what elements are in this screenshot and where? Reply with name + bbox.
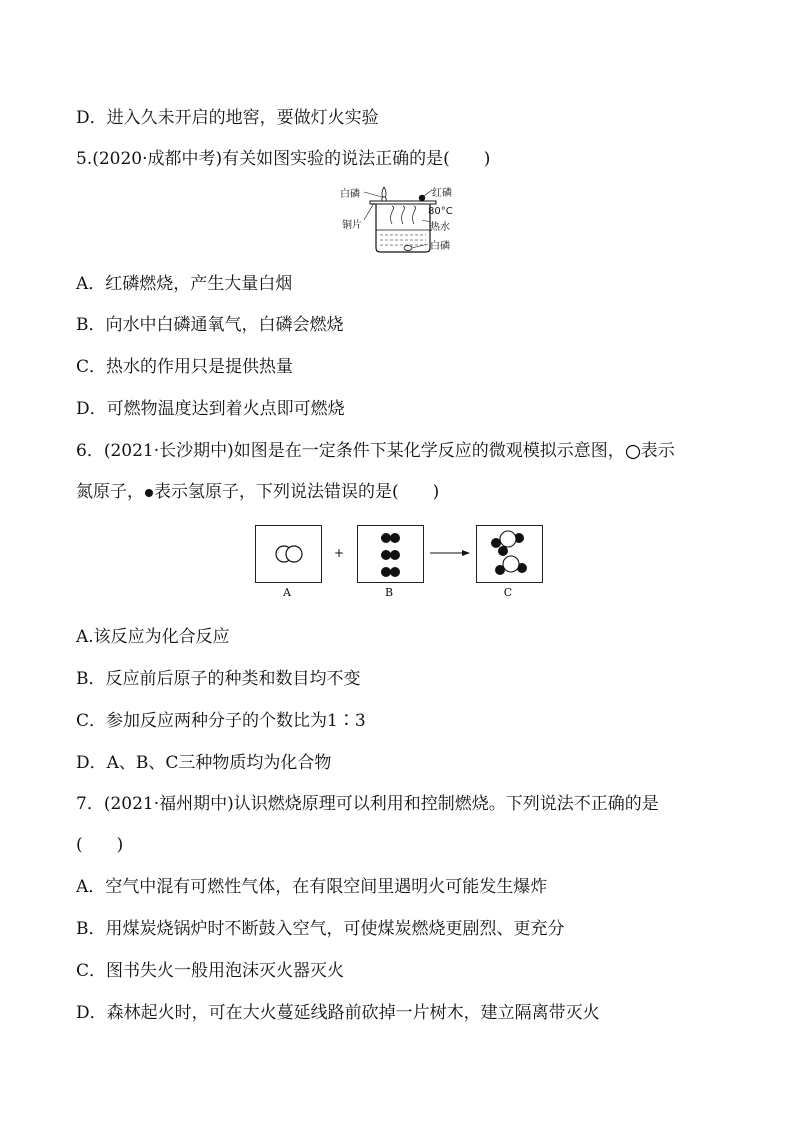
q7-option-a: A．空气中混有可燃性气体，在有限空间里遇明火可能发生爆炸	[76, 877, 548, 897]
label-temperature: 80°C	[428, 206, 453, 217]
q6-option-d: D．A、B、C三种物质均为化合物	[76, 753, 332, 773]
label-copper-plate: 铜片	[342, 220, 362, 231]
q6-stem-line2	[76, 481, 439, 503]
label-white-phosphorus-top: 白磷	[340, 189, 360, 200]
open-circle-icon	[625, 444, 641, 460]
caption-c: C	[503, 586, 513, 599]
q4-option-d: D．进入久未开启的地窖，要做灯火实验	[76, 108, 379, 128]
filled-circle-icon	[144, 487, 154, 499]
label-hot-water: 热水	[430, 222, 450, 233]
box-b	[357, 525, 424, 583]
plus-sign: +	[334, 546, 345, 560]
q6-stem-line2-a: 氮原子，	[76, 482, 144, 502]
q7-option-c: C．图书失火一般用泡沫灭火器灭火	[76, 961, 345, 981]
molecules-c	[477, 526, 542, 582]
q5-option-c: C．热水的作用只是提供热量	[76, 357, 294, 377]
q6-option-c: C．参加反应两种分子的个数比为1∶3	[76, 711, 366, 731]
box-c	[476, 525, 543, 583]
q6-stem-part2: 表示	[640, 441, 675, 461]
caption-b: B	[384, 586, 394, 599]
q6-option-b: B．反应前后原子的种类和数目均不变	[76, 669, 361, 689]
reaction-arrow	[430, 548, 472, 558]
q7-option-d: D．森林起火时，可在大火蔓延线路前砍掉一片树木，建立隔离带灭火	[76, 1003, 600, 1023]
q6-stem-line1	[76, 440, 675, 462]
q5-option-a: A．红磷燃烧，产生大量白烟	[76, 274, 293, 294]
label-white-phosphorus-bottom: 白磷	[430, 241, 450, 252]
q6-stem-part1: 6．(2021·长沙期中)如图是在一定条件下某化学反应的微观模拟示意图，	[76, 441, 625, 461]
q5-stem: 5.(2020·成都中考)有关如图实验的说法正确的是( )	[76, 149, 491, 169]
q7-stem-line2: ( )	[76, 835, 124, 855]
label-red-phosphorus: 红磷	[432, 188, 452, 199]
box-a	[255, 525, 322, 583]
q6-stem-line2-b: 表示氢原子，下列说法错误的是( )	[154, 482, 440, 502]
q5-experiment-figure	[340, 182, 460, 254]
q6-reaction-figure	[250, 520, 550, 600]
q5-option-d: D．可燃物温度达到着火点即可燃烧	[76, 399, 345, 419]
caption-a: A	[283, 586, 291, 599]
molecule-a	[256, 526, 321, 582]
q6-option-a: A.该反应为化合反应	[76, 627, 230, 647]
q7-option-b: B．用煤炭烧锅炉时不断鼓入空气，可使煤炭燃烧更剧烈、更充分	[76, 919, 565, 939]
q7-stem: 7．(2021·福州期中)认识燃烧原理可以利用和控制燃烧。下列说法不正确的是	[76, 794, 659, 814]
molecules-b	[358, 526, 423, 582]
q5-option-b: B．向水中白磷通氧气，白磷会燃烧	[76, 315, 344, 335]
